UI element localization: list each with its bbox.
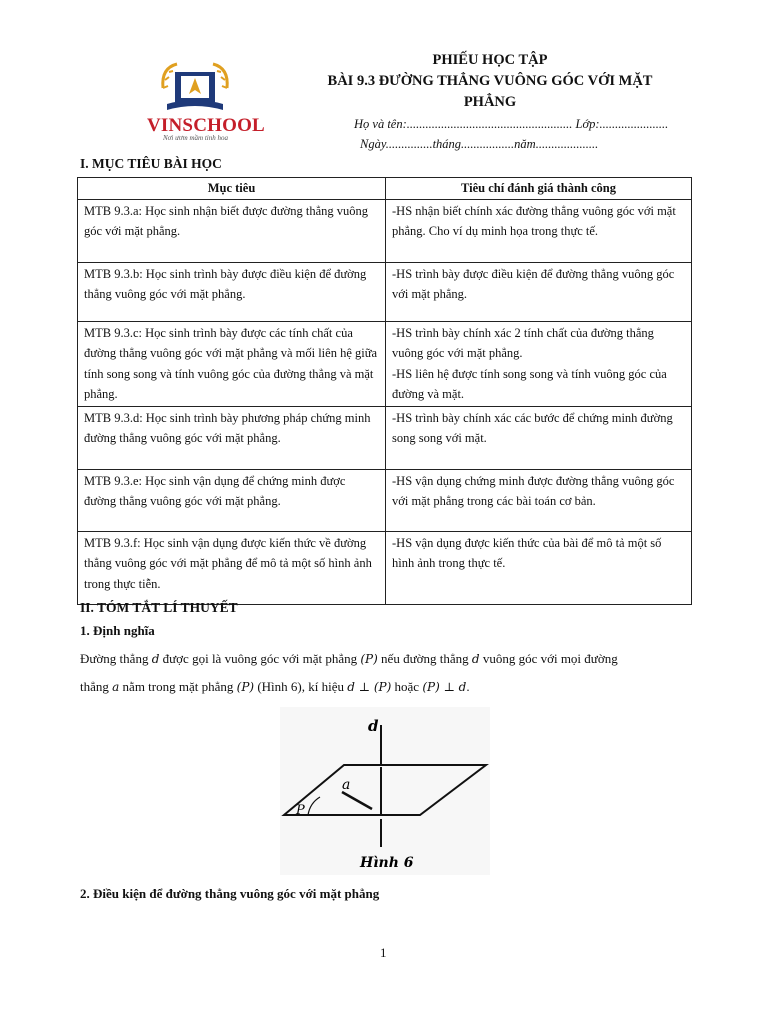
title-line-3: PHẲNG xyxy=(463,94,517,110)
table-header-row xyxy=(78,178,692,200)
title-line-1: PHIẾU HỌC TẬP xyxy=(432,52,548,68)
math-a: a xyxy=(112,680,120,694)
goal-cell: MTB 9.3.f: Học sinh vận dụng được kiến thức về đường thẳng vuông góc với mặt phẳng để mô tả một số hình ảnh trong thực tiễn. xyxy=(78,531,386,604)
criteria-cell: -HS vận dụng chứng minh được đường thẳng vuông góc với mặt phẳng trong các bài toán cơ bản. xyxy=(386,469,692,531)
criteria-item: -HS trình bày chính xác 2 tính chất của đường thẳng vuông góc với mặt phẳng. xyxy=(392,325,654,360)
definition-paragraph-line-2: thẳng a nằm trong mặt phẳng (P) (Hình 6), kí hiệu d ⊥ (P) hoặc (P) ⊥ d. xyxy=(80,679,470,694)
table-row xyxy=(78,469,692,531)
table-row xyxy=(78,321,692,406)
math-perp-2: (P) ⊥ d xyxy=(422,680,467,694)
goal-cell: MTB 9.3.d: Học sinh trình bày phương pháp chứng minh đường thẳng vuông góc với mặt phẳng. xyxy=(78,406,386,469)
vinschool-logo xyxy=(145,58,265,143)
table-row xyxy=(78,199,692,262)
math-perp-1: d ⊥ (P) xyxy=(347,680,392,694)
goal-cell: MTB 9.3.c: Học sinh trình bày được các tính chất của đường thẳng vuông góc với mặt phẳng và mối liên hệ giữa tính song song và tính vuông góc của đường thẳng và mặt phẳng. xyxy=(78,321,386,406)
math-d: d xyxy=(471,652,480,666)
definition-paragraph-line-1 xyxy=(80,649,690,669)
header-goal: Mục tiêu xyxy=(78,178,386,200)
def-text: được gọi là vuông góc với mặt phẳng xyxy=(162,651,358,666)
logo-slogan: Nơi ươm mầm tinh hoa xyxy=(163,134,228,142)
criteria-cell: -HS nhận biết chính xác đường thẳng vuông góc với mặt phẳng. Cho ví dụ minh họa trong thực tế. xyxy=(386,199,692,262)
criteria-cell: -HS vận dụng được kiến thức của bài để mô tả một số hình ảnh trong thực tế. xyxy=(386,531,692,604)
math-P: (P) xyxy=(360,652,378,666)
def-text: nằm trong mặt phẳng xyxy=(122,679,234,694)
goal-cell: MTB 9.3.e: Học sinh vận dụng để chứng minh được đường thẳng vuông góc với mặt phẳng. xyxy=(78,469,386,531)
definition-heading: 1. Định nghĩa xyxy=(80,623,155,638)
table-row xyxy=(78,262,692,321)
date-line: Ngày...............tháng.................năm.................... xyxy=(360,137,599,151)
perpendicular-line-plane-diagram xyxy=(280,707,490,875)
objectives-table xyxy=(77,177,692,605)
goal-cell: MTB 9.3.a: Học sinh nhận biết được đường thẳng vuông góc với mặt phẳng. xyxy=(78,199,386,262)
def-text: Đường thẳng xyxy=(80,651,149,666)
section-2-title: II. TÓM TẮT LÍ THUYẾT xyxy=(80,600,238,615)
def-text: (Hình 6), kí hiệu xyxy=(257,679,344,694)
label-P: P xyxy=(296,803,305,818)
page-title xyxy=(320,50,660,113)
def-text: nếu đường thẳng xyxy=(381,651,469,666)
criteria-cell: -HS trình bày được điều kiện để đường thẳng vuông góc với mặt phẳng. xyxy=(386,262,692,321)
def-text: thẳng xyxy=(80,679,109,694)
page-number: 1 xyxy=(380,945,387,960)
label-d: d xyxy=(368,717,379,735)
table-row xyxy=(78,531,692,604)
section-1-title: I. MỤC TIÊU BÀI HỌC xyxy=(80,156,222,171)
def-text: hoặc xyxy=(394,679,420,694)
book-crest-icon xyxy=(145,58,245,118)
math-d: d xyxy=(151,652,160,666)
criteria-cell: -HS trình bày chính xác các bước để chứng minh đường song song với mặt. xyxy=(386,406,692,469)
header-criteria: Tiêu chí đánh giá thành công xyxy=(386,178,692,200)
math-P: (P) xyxy=(236,680,255,694)
logo-brand: VINSCHOOL xyxy=(147,115,265,136)
criteria-cell xyxy=(386,321,692,406)
label-a: a xyxy=(342,777,351,793)
title-line-2: BÀI 9.3 ĐƯỜNG THẲNG VUÔNG GÓC VỚI MẶT xyxy=(327,73,653,89)
criteria-item: -HS liên hệ được tính song song và tính vuông góc của đường và mặt. xyxy=(392,366,667,401)
figure-caption: Hình 6 xyxy=(360,855,414,871)
table-row xyxy=(78,406,692,469)
goal-cell: MTB 9.3.b: Học sinh trình bày được điều kiện để đường thẳng vuông góc với mặt phẳng. xyxy=(78,262,386,321)
student-name-line: Họ và tên:..................................................... Lớp:...................... xyxy=(354,117,669,131)
def-text: vuông góc với mọi đường xyxy=(482,651,618,666)
figure-6 xyxy=(280,707,490,875)
condition-heading: 2. Điều kiện để đường thẳng vuông góc với mặt phẳng xyxy=(80,886,380,901)
